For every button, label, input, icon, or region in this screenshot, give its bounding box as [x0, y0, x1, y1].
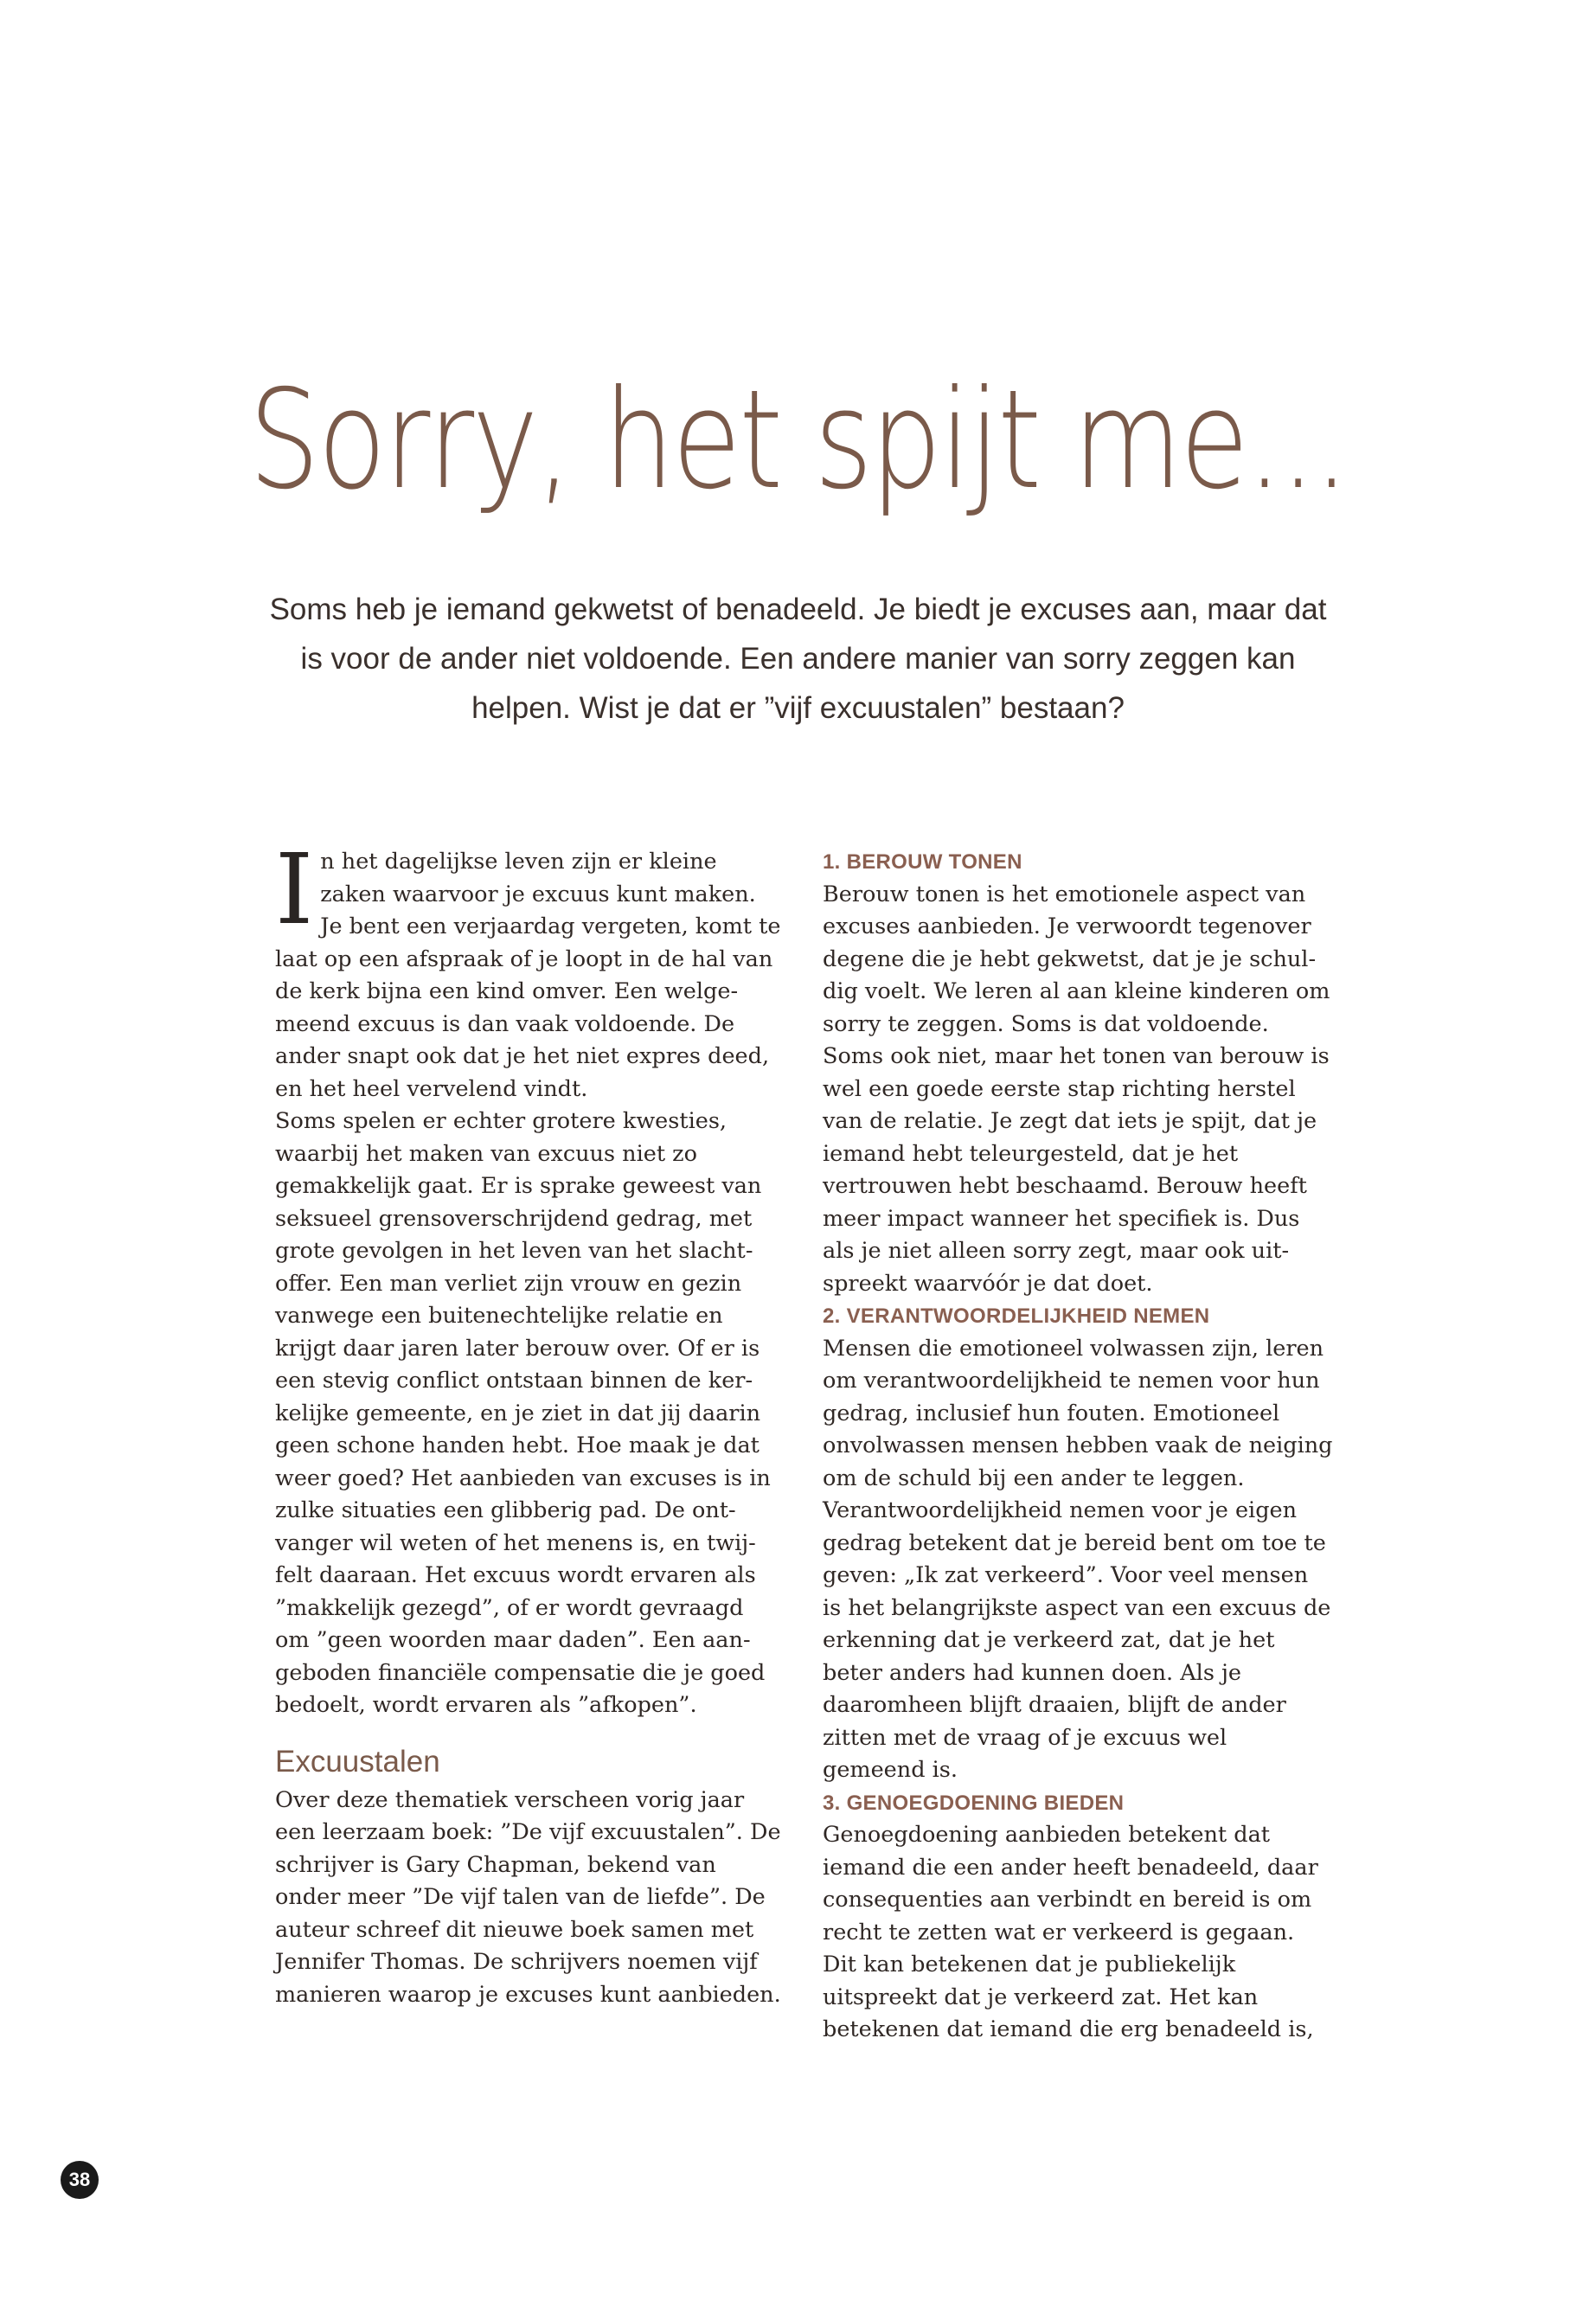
right-paragraph-3: Genoegdoening aanbieden betekent dat iemand die een ander heeft benadeeld, daar consequenties aan verbindt en bereid is om recht te zetten wat er verkeerd is gegaan. Dit kan betekenen dat je publiekelijk uitspreekt dat je verkeerd zat. Het kan betekenen dat iemand die erg benadeeld is,: [823, 1822, 1318, 2042]
right-column: [823, 846, 1333, 2047]
left-paragraph-3: Over deze thematiek verscheen vorig jaar een leerzaam boek: ”De vijf excuustalen”. De schrijver is Gary Chapman, bekend van onder meer ”De vijf talen van de liefde”. De auteur schreef dit nieuwe boek samen met Jennifer Thomas. De schrijvers noemen vijf manieren waarop je excuses kunt aanbieden.: [275, 1786, 781, 2008]
section-heading-1: 1. BEROUW TONEN: [823, 850, 1022, 874]
left-paragraph-2: Soms spelen er echter grotere kwesties, waarbij het maken van excuus niet zo gemakkelijk gaat. Er is sprake geweest van seksueel grensoverschrijdend gedrag, met grote gevolgen in het leven van het slachtoffer. Een man verliet zijn vrouw en gezin vanwege een buitenechtelijke relatie en krijgt daar jaren later berouw over. Of er is een stevig conflict ontstaan binnen de kerkelijke gemeente, en je ziet in dat jij daarin geen schone handen hebt. Hoe maak je dat weer goed? Het aanbieden van excuses is in zulke situaties een glibberig pad. De ontvanger wil weten of het menens is, en twijfelt daaraan. Het excuus wordt ervaren als ”makkelijk gezegd”, of er wordt gevraagd om ”geen woorden maar daden”. Een aangeboden financiële compensatie die je goed bedoelt, wordt ervaren als ”afkopen”.: [275, 1108, 771, 1718]
right-paragraph-2: Mensen die emotioneel volwassen zijn, leren om verantwoordelijkheid te nemen voor hun gedrag, inclusief hun fouten. Emotioneel onvolwassen mensen hebben vaak de neiging om de schuld bij een ander te leggen. Verantwoordelijkheid nemen voor je eigen gedrag betekent dat je bereid bent om toe te geven: „Ik zat verkeerd”. Voor veel mensen is het belangrijkste aspect van een excuus de erkenning dat je verkeerd zat, dat je het beter anders had kunnen doen. Als je daaromheen blijft draaien, blijft de ander zitten met de vraag of je excuus wel gemeend is.: [823, 1335, 1333, 1783]
left-paragraph-1-text: n het dagelijkse leven zijn er kleine zaken waarvoor je excuus kunt maken. Je bent een verjaardag vergeten, komt te laat op een afspraak of je loopt in de hal van de kerk bijna een kind omver. Een welgemeend excuus is dan vaak voldoende. De ander snapt ook dat je het niet expres deed, en het heel vervelend vindt.: [275, 849, 781, 1102]
right-paragraph-1: Berouw tonen is het emotionele aspect van excuses aanbieden. Je verwoordt tegenover degene die je hebt gekwetst, dat je je schuldig voelt. We leren al aan kleine kinderen om sorry te zeggen. Soms is dat voldoende. Soms ook niet, maar het tonen van berouw is wel een goede eerste stap richting herstel van de relatie. Je zegt dat iets je spijt, dat je iemand hebt teleurgesteld, dat je het vertrouwen hebt beschaamd. Berouw heeft meer impact wanneer het specifiek is. Dus als je niet alleen sorry zegt, maar ook uitspreekt waarvóór je dat doet.: [823, 881, 1330, 1297]
left-paragraph-1: [275, 834, 781, 1106]
subheading-excuustalen: Excuustalen: [275, 1744, 440, 1779]
drop-cap: I: [275, 834, 314, 946]
section-heading-2: 2. VERANTWOORDELIJKHEID NEMEN: [823, 1304, 1210, 1328]
left-column: [275, 834, 781, 2011]
section-heading-3: 3. GENOEGDOENING BIEDEN: [823, 1791, 1125, 1815]
article-intro: Soms heb je iemand gekwetst of benadeeld. Je biedt je excuses aan, maar dat is voor de ander niet voldoende. Een andere manier van sorry zeggen kan helpen. Wist je dat er ”vijf excuustalen” bestaan?: [269, 593, 1327, 725]
page-number-badge: 38: [61, 2161, 99, 2199]
article-title: Sorry, het spijt me...: [248, 361, 1348, 520]
